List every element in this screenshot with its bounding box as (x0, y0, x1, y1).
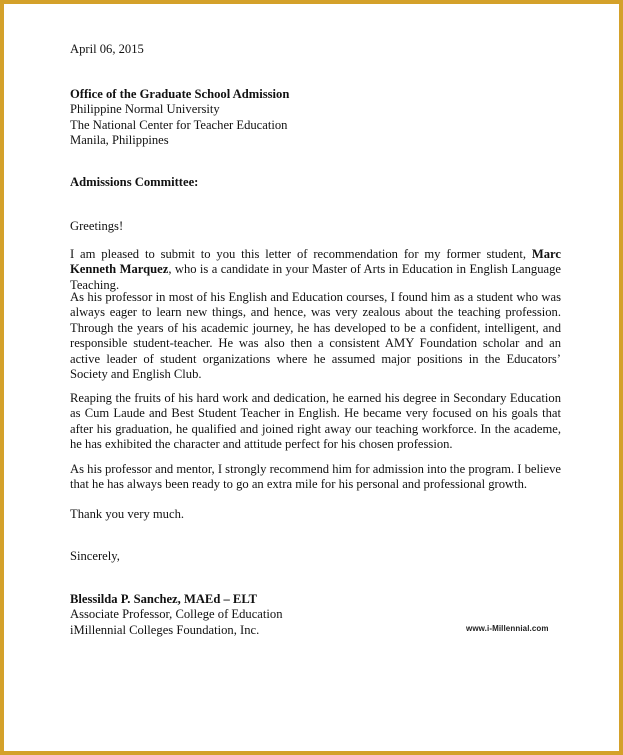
paragraph-1-before: I am pleased to submit to you this letter of recommendation for my former student, (70, 247, 532, 261)
recipient-office: Office of the Graduate School Admission (70, 87, 290, 101)
recipient-line-2: The National Center for Teacher Education (70, 117, 288, 132)
paragraph-1 (70, 247, 561, 293)
student-name: Marc Kenneth Marquez (70, 247, 561, 277)
salutation: Admissions Committee: (70, 175, 199, 189)
website-url: www.i-Millennial.com (466, 624, 549, 633)
recipient-line-3: Manila, Philippines (70, 133, 169, 148)
greeting: Greetings! (70, 219, 124, 233)
recipient-address (70, 87, 289, 149)
signature-block (70, 592, 283, 638)
signatory-title: Associate Professor, College of Education (70, 607, 283, 622)
paragraph-2: As his professor in most of his English and Education courses, I found him as a student who was always eager to learn new things, and hence, was very zealous about the teaching profession. Through the years of his academic journey, he has developed to be a confident, intelligent, and responsible student-teacher. He was also then a consistent AMY Foundation scholar and an active leader of student organizations where he assumed major positions in the Educators’ Society and English Club. (70, 290, 561, 382)
thanks-line: Thank you very much. (70, 507, 185, 521)
paragraph-1-after: , who is a candidate in your Master of Arts in Education in English Language Teaching. (70, 262, 561, 292)
paragraph-3: Reaping the fruits of his hard work and dedication, he earned his degree in Secondary Education as Cum Laude and Best Student Teacher in English. He became very focused on his goals that after his graduation, he qualified and joined right away our teaching workforce. In the academe, he has exhibited the character and attitude perfect for his chosen profession. (70, 391, 561, 452)
signatory-name: Blessilda P. Sanchez, MAEd – ELT (70, 592, 257, 606)
paragraph-4: As his professor and mentor, I strongly recommend him for admission into the program. I believe that he has always been ready to go an extra mile for his personal and professional growth. (70, 462, 561, 492)
closing: Sincerely, (70, 549, 120, 563)
recipient-line-1: Philippine Normal University (70, 102, 220, 117)
letter-date: April 06, 2015 (70, 42, 144, 56)
signatory-institution: iMillennial Colleges Foundation, Inc. (70, 622, 260, 637)
